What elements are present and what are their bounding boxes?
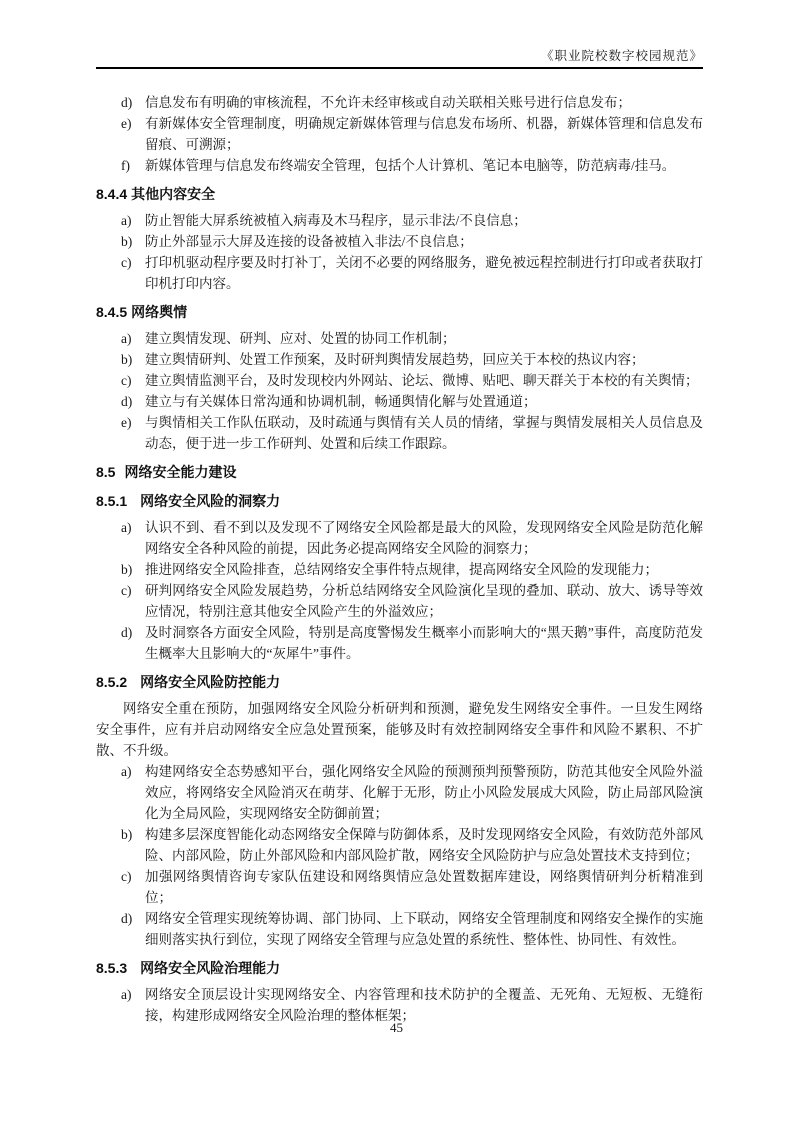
item-text: 加强网络舆情咨询专家队伍建设和网络舆情应急处置数据库建设，网络舆情研判分析精准到位； [145, 869, 703, 905]
item-text: 构建网络安全态势感知平台，强化网络安全风险的预测预判预警预防，防范其他安全风险外溢效应，将网络安全风险消灭在萌芽、化解于无形，防止小风险发展成大风险，防止局部风险演化为全局风险，实现网络安全防御前置； [145, 764, 703, 821]
section-title: 其他内容安全 [131, 186, 216, 202]
list-item [121, 622, 703, 664]
header-doc-title: 《职业院校数字校园规范》 [540, 49, 703, 63]
item-label: a) [121, 213, 132, 228]
list-item [121, 370, 703, 391]
item-label: d) [121, 911, 133, 926]
list-item [121, 517, 703, 559]
item-text: 认识不到、看不到以及发现不了网络安全风险都是最大的风险，发现网络安全风险是防范化解网络安全各种风险的前提，因此务必提高网络安全风险的洞察力； [145, 520, 703, 556]
item-label: e) [121, 116, 132, 131]
item-text: 建立舆情研判、处置工作预案，及时研判舆情发展趋势，回应关于本校的热议内容； [145, 352, 645, 367]
section-heading-8-5-3 [96, 958, 703, 979]
item-text: 有新媒体安全管理制度，明确规定新媒体管理与信息发布场所、机器，新媒体管理和信息发布留痕、可溯源； [145, 116, 703, 152]
list-item [121, 559, 703, 580]
intro-list [96, 92, 703, 176]
item-label: a) [121, 520, 132, 535]
item-text: 网络安全管理实现统筹协调、部门协同、上下联动，网络安全管理制度和网络安全操作的实施细则落实执行到位，实现了网络安全管理与应急处置的系统性、整体性、协同性、有效性。 [145, 911, 703, 947]
list-item [121, 580, 703, 622]
section-8-5-2-list [96, 761, 703, 950]
item-text: 防止外部显示大屏及连接的设备被植入非法/不良信息； [145, 234, 473, 249]
page-footer [0, 1020, 793, 1036]
list-item [121, 155, 703, 176]
item-label: a) [121, 331, 132, 346]
section-number: 8.4.5 [96, 304, 128, 320]
list-item [121, 349, 703, 370]
list-item [121, 92, 703, 113]
item-label: a) [121, 987, 132, 1002]
section-8-5-2-paragraph: 网络安全重在预防，加强网络安全风险分析研判和预测，避免发生网络安全事件。一旦发生网络安全事件，应有并启动网络安全应急处置预案，能够及时有效控制网络安全事件和风险不累积、不扩散、不升级。 [96, 701, 703, 758]
section-number: 8.5.1 [96, 493, 128, 509]
section-heading-8-4-5 [96, 302, 703, 323]
section-title: 网络安全风险的洞察力 [140, 493, 281, 509]
list-item [121, 113, 703, 155]
section-number: 8.5.3 [96, 960, 128, 976]
list-item [121, 210, 703, 231]
page-content [96, 69, 703, 1026]
list-item [121, 391, 703, 412]
section-heading-8-4-4 [96, 184, 703, 205]
item-text: 构建多层深度智能化动态网络安全保障与防御体系，及时发现网络安全风险，有效防范外部风险、内部风险，防止外部风险和内部风险扩散，网络安全风险防护与应急处置技术支持到位； [145, 827, 703, 863]
section-heading-8-5-2 [96, 672, 703, 693]
item-label: c) [121, 255, 132, 270]
page-header [96, 46, 703, 69]
page-number: 45 [390, 1020, 403, 1035]
item-text: 及时洞察各方面安全风险，特别是高度警惕发生概率小而影响大的“黑天鹅”事件，高度防范发生概率大且影响大的“灰犀牛”事件。 [145, 625, 703, 661]
section-title: 网络安全能力建设 [124, 464, 237, 480]
list-item [121, 761, 703, 824]
list-item [121, 866, 703, 908]
item-text: 建立舆情监测平台，及时发现校内外网站、论坛、微博、贴吧、聊天群关于本校的有关舆情； [145, 373, 699, 388]
item-text: 信息发布有明确的审核流程，不允许未经审核或自动关联相关账号进行信息发布； [145, 95, 631, 110]
item-text: 建立舆情发现、研判、应对、处置的协同工作机制； [145, 331, 456, 346]
item-text: 推进网络安全风险排查，总结网络安全事件特点规律，提高网络安全风险的发现能力； [145, 562, 658, 577]
item-label: a) [121, 764, 132, 779]
item-text: 网络安全顶层设计实现网络安全、内容管理和技术防护的全覆盖、无死角、无短板、无缝衔接，构建形成网络安全风险治理的整体框架； [145, 987, 703, 1023]
section-8-4-5-list [96, 328, 703, 454]
section-title: 网络舆情 [131, 304, 188, 320]
item-label: f) [121, 158, 130, 173]
item-label: b) [121, 562, 133, 577]
list-item [121, 328, 703, 349]
section-heading-8-5 [96, 462, 703, 483]
list-item [121, 824, 703, 866]
item-text: 防止智能大屏系统被植入病毒及木马程序，显示非法/不良信息； [145, 213, 527, 228]
item-text: 与舆情相关工作队伍联动，及时疏通与舆情有关人员的情绪，掌握与舆情发展相关人员信息及动态，便于进一步工作研判、处置和后续工作跟踪。 [145, 415, 703, 451]
list-item [121, 412, 703, 454]
section-title: 网络安全风险治理能力 [140, 960, 281, 976]
section-title: 网络安全风险防控能力 [140, 674, 281, 690]
item-label: b) [121, 827, 133, 842]
item-text: 研判网络安全风险发展趋势，分析总结网络安全风险演化呈现的叠加、联动、放大、诱导等效应情况，特别注意其他安全风险产生的外溢效应； [145, 583, 703, 619]
item-label: d) [121, 95, 133, 110]
item-label: b) [121, 352, 133, 367]
item-label: c) [121, 869, 132, 884]
list-item [121, 252, 703, 294]
item-label: b) [121, 234, 133, 249]
item-text: 新媒体管理与信息发布终端安全管理，包括个人计算机、笔记本电脑等，防范病毒/挂马。 [145, 158, 676, 173]
item-label: c) [121, 373, 132, 388]
list-item [121, 231, 703, 252]
item-label: e) [121, 415, 132, 430]
item-text: 建立与有关媒体日常沟通和协调机制，畅通舆情化解与处置通道； [145, 394, 537, 409]
section-number: 8.4.4 [96, 186, 128, 202]
item-label: d) [121, 625, 133, 640]
section-number: 8.5 [96, 464, 116, 480]
section-heading-8-5-1 [96, 491, 703, 512]
section-8-5-1-list [96, 517, 703, 664]
section-number: 8.5.2 [96, 674, 128, 690]
item-label: d) [121, 394, 133, 409]
item-label: c) [121, 583, 132, 598]
list-item [121, 908, 703, 950]
item-text: 打印机驱动程序要及时打补丁，关闭不必要的网络服务，避免被远程控制进行打印或者获取打印机打印内容。 [145, 255, 703, 291]
section-8-4-4-list [96, 210, 703, 294]
